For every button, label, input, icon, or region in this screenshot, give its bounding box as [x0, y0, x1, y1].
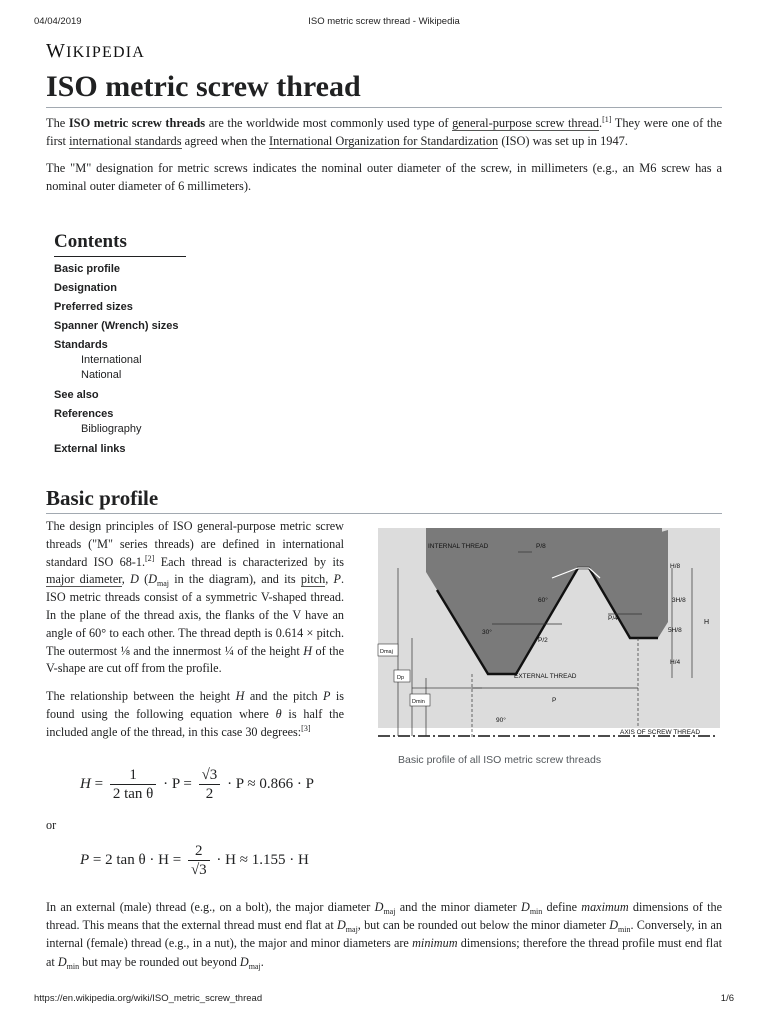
table-of-contents	[54, 230, 354, 456]
basic-profile-text	[46, 518, 344, 752]
wordmark-initial: W	[46, 40, 67, 62]
section-heading-basic-profile: Basic profile	[46, 484, 722, 514]
page-title: ISO metric screw thread	[46, 68, 722, 108]
label-30-deg: 30°	[482, 629, 492, 636]
toc-item-preferred-sizes[interactable]: Preferred sizes	[54, 301, 133, 313]
label-h4: H/4	[670, 659, 681, 666]
wikipedia-wordmark[interactable]	[46, 40, 145, 63]
link-general-purpose-screw-thread[interactable]: general-purpose screw thread	[452, 116, 599, 130]
equation-or: or	[46, 818, 57, 832]
toc-item-external-links[interactable]: External links	[54, 443, 126, 455]
toc-item-bibliography[interactable]: Bibliography	[81, 423, 142, 435]
ref-2-link[interactable]: [2]	[145, 553, 155, 563]
toc-item-national[interactable]: National	[81, 369, 122, 381]
label-h: H	[704, 619, 710, 626]
label-5h8: 5H/8	[668, 627, 682, 634]
label-90-deg: 90°	[496, 717, 506, 724]
link-major-diameter[interactable]: major diameter	[46, 572, 122, 587]
toc-item-international[interactable]: International	[81, 354, 142, 366]
toc-heading: Contents	[54, 230, 186, 257]
equation-h-from-p: H = $\frac{1}{\text{2 tan θ}}$ · P = $\frac{√3}{2}$ · P ≈ 0.866 · P	[80, 767, 314, 802]
label-dmin: Dmin	[412, 699, 425, 705]
ref-1-link[interactable]: [1]	[602, 115, 612, 124]
equation-p-from-h: P = 2 tan θ · H = $\frac{2}{√3}$ · H ≈ 1.155 · H	[80, 843, 309, 878]
link-iso-organization[interactable]: International Organization for Standardization	[268, 134, 499, 148]
print-date: 04/04/2019	[34, 16, 82, 27]
link-international-standards[interactable]: international standards	[69, 134, 182, 148]
toc-item-basic-profile[interactable]: Basic profile	[54, 263, 121, 275]
link-pitch[interactable]: pitch	[300, 572, 326, 587]
toc-item-see-also[interactable]: See also	[54, 389, 99, 401]
label-p2: P/2	[538, 637, 548, 644]
toc-item-spanner-sizes[interactable]: Spanner (Wrench) sizes	[54, 320, 179, 332]
intro-paragraph-2: The "M" designation for metric screws indicates the nominal outer diameter of the screw, in millimeters (e.g., an M6 screw has a nominal outer diameter of 6 millimeters).	[46, 161, 722, 193]
wordmark-rest: IKIPEDIA	[66, 44, 145, 61]
label-p: P	[552, 697, 557, 704]
intro-bold-term: ISO metric screw threads	[68, 116, 206, 130]
toc-item-standards[interactable]: Standards	[54, 339, 108, 351]
label-dmaj: Dmaj	[380, 649, 393, 655]
thread-profile-diagram	[372, 528, 720, 750]
label-external-thread: EXTERNAL THREAD	[514, 673, 577, 680]
label-p4: P/4	[608, 615, 618, 622]
ref-3-link[interactable]: [3]	[301, 723, 311, 733]
intro-paragraph-1: The ISO metric screw threads are the worldwide most commonly used type of general-purpose screw thread.[1] They were one of the first international standards agreed when the International Organization for Standardization (ISO) was set up in 1947.	[46, 115, 722, 148]
label-3h8: 3H/8	[672, 597, 686, 604]
figure-caption: Basic profile of all ISO metric screw threads	[398, 754, 602, 766]
label-dp: Dp	[397, 675, 405, 681]
basic-profile-paragraph-2: The relationship between the height H and the pitch P is found using the following equation where θ is half the included angle of the thread, in this case 30 degrees:[3]	[46, 689, 344, 739]
toc-item-designation[interactable]: Designation	[54, 282, 117, 294]
label-60-deg: 60°	[538, 597, 548, 604]
print-doc-title: ISO metric screw thread - Wikipedia	[308, 16, 460, 27]
label-axis: AXIS OF SCREW THREAD	[620, 729, 701, 736]
print-page-number: 1/6	[720, 993, 734, 1004]
label-internal-thread: INTERNAL THREAD	[428, 543, 489, 550]
print-header	[34, 16, 734, 30]
thread-profile-figure	[372, 528, 720, 766]
basic-profile-paragraph-3: In an external (male) thread (e.g., on a bolt), the major diameter $D_{maj}$ and the minor diameter $D_{min}$ define maximum dimensions of the thread. This means that the external thread must end flat at $D_{maj}$, but can be rounded out below the minor diameter $D_{min}$. Conversely, in an internal (female) thread (e.g., in a nut), the major and minor diameters are minimum dimensions; therefore the thread profile must end flat at $D_{min}$ but may be rounded out beyond $D_{maj}$.	[46, 900, 723, 971]
toc-item-references[interactable]: References	[54, 408, 114, 420]
label-p8: P/8	[536, 543, 546, 550]
basic-profile-paragraph-1: The design principles of ISO general-purpose metric screw threads ("M" series threads) are defined in international standard ISO 68-1.[2] Each thread is characterized by its major diameter, D ($D_{maj}$ in the diagram), and its pitch, P. ISO metric threads consist of a symmetric V-shaped thread. In the plane of the thread axis, the flanks of the V have an angle of 60° to each other. The thread depth is 0.614 × pitch. The outermost ⅛ and the innermost ¼ of the height H of the V-shape are cut off from the profile.	[46, 519, 345, 676]
print-footer	[34, 993, 734, 1007]
label-h8: H/8	[670, 563, 681, 570]
print-url: https://en.wikipedia.org/wiki/ISO_metric_screw_thread	[34, 993, 263, 1004]
